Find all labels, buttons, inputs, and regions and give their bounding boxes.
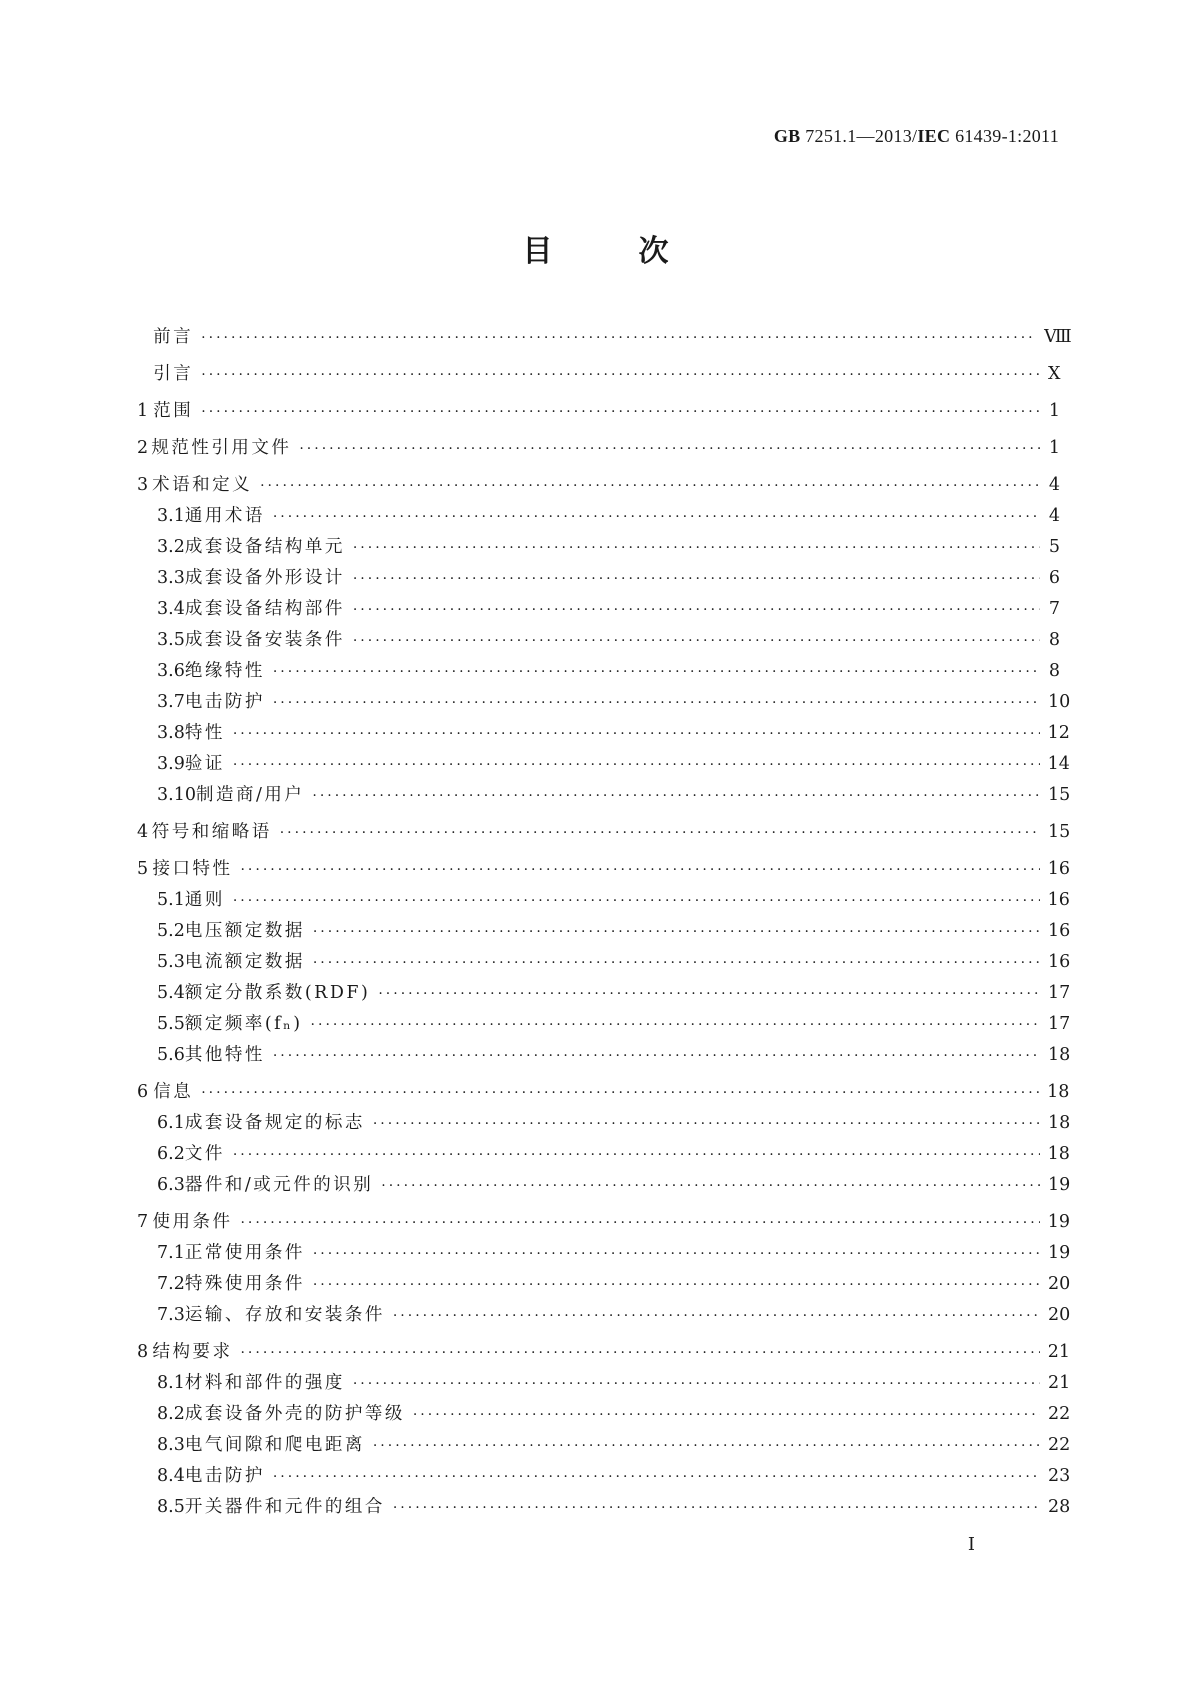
- page-number: I: [967, 1534, 975, 1555]
- toc-entry-title: 特性: [184, 723, 225, 743]
- toc-entry-number: 8.3: [157, 1435, 185, 1455]
- dot-leader: [273, 502, 1040, 533]
- table-of-contents: [137, 322, 1072, 1523]
- dot-leader: [373, 1431, 1040, 1462]
- toc-entry[interactable]: [137, 1238, 1071, 1269]
- toc-entry-title: 成套设备结构单元: [184, 537, 345, 557]
- gb-code: 7251.1—2013/: [800, 126, 918, 146]
- toc-entry-page: 19: [1048, 1175, 1071, 1195]
- gb-prefix: GB: [773, 126, 801, 146]
- toc-entry-number: 3.2: [157, 537, 185, 557]
- toc-entry-page: 18: [1048, 1113, 1071, 1133]
- dot-leader: [201, 1078, 1039, 1109]
- dot-leader: [313, 1239, 1040, 1270]
- dot-leader: [353, 595, 1040, 626]
- dot-leader: [299, 434, 1040, 465]
- toc-entry-number: 5.5: [157, 1014, 185, 1034]
- toc-entry[interactable]: [137, 687, 1071, 718]
- toc-entry[interactable]: [137, 470, 1060, 501]
- toc-entry-title: 电气间隙和爬电距离: [184, 1435, 365, 1455]
- toc-entry-page: 20: [1048, 1274, 1071, 1294]
- dot-leader: [413, 1400, 1040, 1431]
- toc-entry-page: 1: [1048, 438, 1060, 458]
- dot-leader: [312, 781, 1040, 812]
- toc-entry-number: 3.4: [157, 599, 185, 619]
- toc-entry[interactable]: [137, 1300, 1071, 1331]
- toc-entry-number: 3.8: [157, 723, 185, 743]
- toc-entry-number: 1: [137, 401, 149, 421]
- toc-entry-number: 3.5: [157, 630, 185, 650]
- toc-entry-number: 3.7: [157, 692, 185, 712]
- dot-leader: [353, 564, 1040, 595]
- toc-entry-page: 19: [1047, 1212, 1070, 1232]
- toc-entry-title: 电击防护: [184, 692, 265, 712]
- dot-leader: [260, 471, 1040, 502]
- toc-entry-title: 符号和缩略语: [151, 822, 272, 842]
- toc-entry-page: 21: [1047, 1342, 1070, 1362]
- toc-entry-number: 8: [137, 1342, 149, 1362]
- toc-entry[interactable]: [137, 1108, 1071, 1139]
- toc-entry[interactable]: [137, 322, 1072, 353]
- toc-entry-title: 验证: [184, 754, 225, 774]
- toc-entry[interactable]: [137, 1207, 1070, 1238]
- toc-entry-page: 17: [1048, 1014, 1071, 1034]
- toc-entry-title: 接口特性: [152, 859, 233, 879]
- toc-entry-number: 5.3: [157, 952, 185, 972]
- toc-entry-title: 规范性引用文件: [151, 438, 292, 458]
- toc-entry[interactable]: [137, 916, 1071, 947]
- dot-leader: [280, 818, 1040, 849]
- toc-entry-page: 16: [1047, 890, 1070, 910]
- toc-entry-title: 术语和定义: [152, 475, 253, 495]
- toc-entry-title: 制造商/用户: [195, 785, 305, 805]
- iec-prefix: IEC: [917, 126, 951, 146]
- toc-entry-page: Ⅷ: [1044, 327, 1072, 347]
- toc-entry-number: 5.1: [157, 890, 185, 910]
- toc-entry-title: 成套设备规定的标志: [184, 1113, 365, 1133]
- toc-entry[interactable]: [137, 563, 1060, 594]
- toc-entry-title: 材料和部件的强度: [184, 1373, 345, 1393]
- toc-entry-number: 5: [137, 859, 149, 879]
- dot-leader: [233, 886, 1040, 917]
- toc-entry-title: 特殊使用条件: [184, 1274, 305, 1294]
- toc-entry-number: 4: [137, 822, 149, 842]
- toc-entry-number: 3.9: [157, 754, 185, 774]
- toc-entry-number: 7.3: [157, 1305, 185, 1325]
- toc-entry-page: 5: [1048, 537, 1060, 557]
- toc-entry-page: 28: [1048, 1497, 1071, 1517]
- toc-entry-title: 电击防护: [184, 1466, 265, 1486]
- toc-entry-number: 8.1: [157, 1373, 185, 1393]
- toc-entry-number: 5.6: [157, 1045, 185, 1065]
- toc-entry-number: 7: [137, 1212, 149, 1232]
- toc-entry-number: 5.4: [157, 983, 185, 1003]
- toc-entry-title: 使用条件: [152, 1212, 233, 1232]
- toc-entry-page: 18: [1047, 1144, 1070, 1164]
- toc-entry[interactable]: [137, 1040, 1071, 1071]
- toc-entry-page: 12: [1047, 723, 1070, 743]
- standard-code-header: [774, 126, 1059, 147]
- toc-entry-number: 6.2: [157, 1144, 185, 1164]
- toc-entry-number: 3.1: [157, 506, 185, 526]
- toc-entry-number: 7.1: [157, 1243, 185, 1263]
- toc-entry-page: 22: [1048, 1404, 1071, 1424]
- title-char-2: 次: [638, 234, 669, 269]
- toc-entry-title: 信息: [153, 1082, 194, 1102]
- toc-entry[interactable]: [137, 359, 1060, 390]
- dot-leader: [201, 323, 1036, 354]
- toc-entry-title: 绝缘特性: [184, 661, 265, 681]
- toc-entry[interactable]: [137, 1399, 1071, 1430]
- toc-entry-title: 其他特性: [184, 1045, 265, 1065]
- toc-entry-number: 3.6: [157, 661, 185, 681]
- toc-entry-number: 7.2: [157, 1274, 185, 1294]
- toc-entry[interactable]: [137, 1368, 1071, 1399]
- toc-entry-title: 运输、存放和安装条件: [184, 1305, 385, 1325]
- dot-leader: [233, 1140, 1040, 1171]
- toc-entry-page: 10: [1048, 692, 1071, 712]
- toc-entry-page: 15: [1048, 785, 1071, 805]
- toc-entry[interactable]: [137, 1492, 1071, 1523]
- dot-leader: [273, 1041, 1040, 1072]
- toc-entry[interactable]: [137, 854, 1070, 885]
- toc-entry-page: 21: [1048, 1373, 1071, 1393]
- toc-entry-title: 通用术语: [184, 506, 265, 526]
- dot-leader: [373, 1109, 1040, 1140]
- toc-entry-number: 3: [137, 475, 149, 495]
- toc-entry-title: 额定分散系数(RDF): [184, 983, 371, 1003]
- dot-leader: [240, 855, 1039, 886]
- toc-entry-page: 22: [1048, 1435, 1071, 1455]
- toc-entry-number: 3.3: [157, 568, 185, 588]
- dot-leader: [311, 1010, 1040, 1041]
- dot-leader: [240, 1338, 1039, 1369]
- toc-entry[interactable]: [137, 749, 1070, 780]
- title-char-1: 目: [522, 234, 553, 269]
- dot-leader: [393, 1301, 1040, 1332]
- toc-entry[interactable]: [137, 396, 1060, 427]
- toc-entry-number: 8.5: [157, 1497, 185, 1517]
- dot-leader: [273, 688, 1040, 719]
- toc-entry[interactable]: [137, 656, 1060, 687]
- dot-leader: [233, 750, 1040, 781]
- toc-entry[interactable]: [137, 1077, 1070, 1108]
- toc-entry-number: 2: [137, 438, 149, 458]
- toc-entry-page: 23: [1048, 1466, 1071, 1486]
- toc-entry-title: 成套设备外形设计: [184, 568, 345, 588]
- dot-leader: [313, 1270, 1040, 1301]
- toc-entry-title: 前言: [153, 327, 194, 347]
- dot-leader: [381, 1171, 1040, 1202]
- toc-entry-page: 7: [1048, 599, 1060, 619]
- toc-entry-page: 19: [1048, 1243, 1071, 1263]
- toc-entry[interactable]: [137, 1009, 1071, 1040]
- toc-entry[interactable]: [137, 718, 1070, 749]
- toc-entry-page: 8: [1048, 630, 1060, 650]
- dot-leader: [313, 917, 1040, 948]
- toc-entry-number: 5.2: [157, 921, 185, 941]
- toc-entry-number: 6: [137, 1082, 149, 1102]
- toc-entry-number: 3.10: [157, 785, 196, 805]
- toc-entry[interactable]: [137, 1337, 1070, 1368]
- toc-entry-page: 17: [1048, 983, 1071, 1003]
- dot-leader: [378, 979, 1040, 1010]
- page-title: [0, 226, 1191, 270]
- toc-entry-title: 文件: [184, 1144, 225, 1164]
- dot-leader: [201, 360, 1040, 391]
- dot-leader: [201, 397, 1040, 428]
- toc-entry[interactable]: [137, 978, 1071, 1009]
- toc-entry-title: 成套设备安装条件: [184, 630, 345, 650]
- toc-entry-page: 18: [1047, 1082, 1070, 1102]
- toc-entry-page: 15: [1048, 822, 1071, 842]
- toc-entry-page: 16: [1048, 952, 1071, 972]
- toc-entry-title: 通则: [184, 890, 225, 910]
- toc-entry-page: 1: [1048, 401, 1060, 421]
- dot-leader: [393, 1493, 1040, 1524]
- dot-leader: [240, 1208, 1039, 1239]
- toc-entry[interactable]: [137, 625, 1060, 656]
- dot-leader: [273, 657, 1040, 688]
- toc-entry[interactable]: [137, 1461, 1071, 1492]
- toc-entry-page: 16: [1048, 921, 1071, 941]
- toc-entry[interactable]: [137, 1170, 1071, 1201]
- toc-entry-page: 14: [1047, 754, 1070, 774]
- toc-entry[interactable]: [137, 594, 1060, 625]
- toc-entry[interactable]: [137, 1430, 1071, 1461]
- toc-entry-title: 结构要求: [152, 1342, 233, 1362]
- toc-entry-page: 4: [1048, 475, 1060, 495]
- toc-entry-title: 额定频率(fₙ): [184, 1014, 303, 1034]
- toc-entry-title: 引言: [153, 364, 194, 384]
- toc-entry-title: 器件和/或元件的识别: [184, 1175, 374, 1195]
- toc-entry-title: 成套设备结构部件: [184, 599, 345, 619]
- dot-leader: [273, 1462, 1040, 1493]
- toc-entry[interactable]: [137, 1269, 1071, 1300]
- toc-entry[interactable]: [137, 1139, 1070, 1170]
- toc-entry-page: 16: [1047, 859, 1070, 879]
- toc-entry-page: 20: [1048, 1305, 1071, 1325]
- toc-entry-number: 8.2: [157, 1404, 185, 1424]
- toc-entry[interactable]: [137, 532, 1060, 563]
- toc-entry-page: 6: [1048, 568, 1060, 588]
- toc-entry-number: 8.4: [157, 1466, 185, 1486]
- toc-entry[interactable]: [137, 780, 1071, 811]
- toc-entry-title: 电压额定数据: [184, 921, 305, 941]
- iec-code: 61439-1:2011: [950, 126, 1059, 146]
- toc-entry-number: 6.3: [157, 1175, 185, 1195]
- toc-entry-page: Ⅹ: [1048, 364, 1061, 384]
- toc-entry[interactable]: [137, 817, 1071, 848]
- toc-entry-title: 成套设备外壳的防护等级: [184, 1404, 405, 1424]
- toc-entry-page: 18: [1048, 1045, 1071, 1065]
- toc-entry-number: 6.1: [157, 1113, 185, 1133]
- dot-leader: [233, 719, 1040, 750]
- dot-leader: [313, 948, 1040, 979]
- toc-entry[interactable]: [137, 885, 1070, 916]
- toc-entry[interactable]: [137, 947, 1071, 978]
- toc-entry-title: 电流额定数据: [184, 952, 305, 972]
- toc-entry-title: 开关器件和元件的组合: [184, 1497, 385, 1517]
- toc-entry[interactable]: [137, 501, 1060, 532]
- dot-leader: [353, 1369, 1040, 1400]
- toc-entry[interactable]: [137, 433, 1060, 464]
- dot-leader: [353, 626, 1040, 657]
- toc-entry-page: 4: [1048, 506, 1060, 526]
- dot-leader: [353, 533, 1040, 564]
- toc-entry-title: 正常使用条件: [184, 1243, 305, 1263]
- toc-entry-page: 8: [1048, 661, 1060, 681]
- toc-entry-title: 范围: [153, 401, 194, 421]
